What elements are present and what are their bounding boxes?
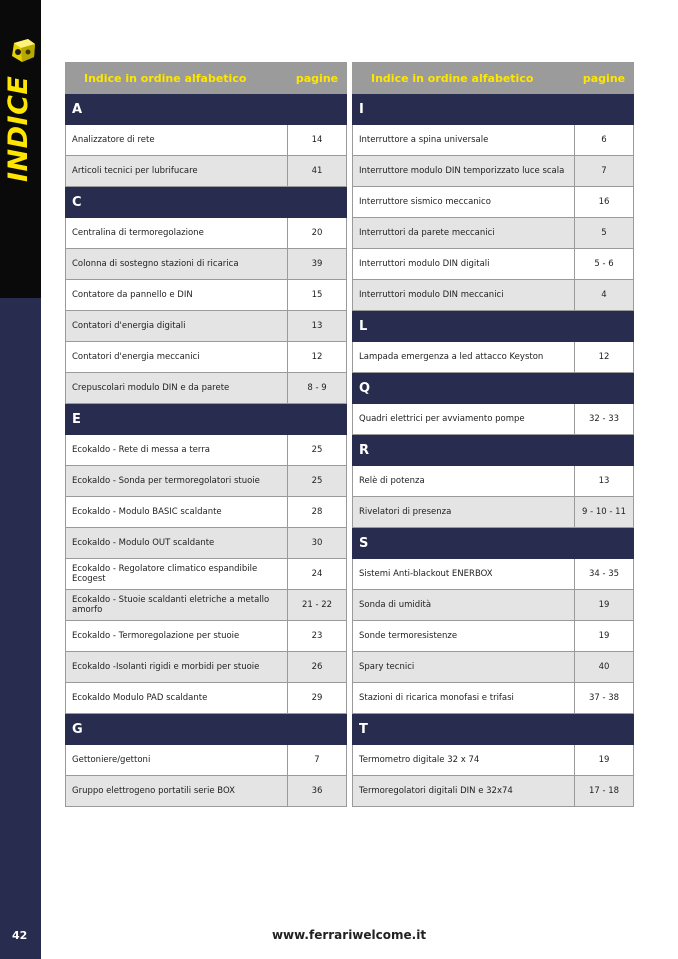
header-pages-label: pagine bbox=[575, 63, 634, 94]
index-entry-row bbox=[353, 280, 634, 311]
entry-name: Crepuscolari modulo DIN e da parete bbox=[66, 373, 288, 404]
entry-name: Ecokaldo - Modulo BASIC scaldante bbox=[66, 497, 288, 528]
entry-name: Spary tecnici bbox=[353, 652, 575, 683]
sidebar-title: INDICE bbox=[3, 75, 34, 182]
index-table-left bbox=[65, 62, 347, 807]
index-entry-row bbox=[66, 311, 347, 342]
entry-name: Lampada emergenza a led attacco Keyston bbox=[353, 342, 575, 373]
section-letter: R bbox=[353, 435, 634, 466]
entry-pages: 9 - 10 - 11 bbox=[575, 497, 634, 528]
index-entry-row bbox=[66, 280, 347, 311]
entry-name: Analizzatore di rete bbox=[66, 125, 288, 156]
entry-pages: 25 bbox=[288, 466, 347, 497]
entry-pages: 23 bbox=[288, 621, 347, 652]
entry-name: Ecokaldo Modulo PAD scaldante bbox=[66, 683, 288, 714]
entry-pages: 19 bbox=[575, 621, 634, 652]
entry-pages: 15 bbox=[288, 280, 347, 311]
section-letter: S bbox=[353, 528, 634, 559]
entry-name: Ecokaldo -Isolanti rigidi e morbidi per stuoie bbox=[66, 652, 288, 683]
index-entry-row bbox=[66, 528, 347, 559]
section-letter: I bbox=[353, 94, 634, 125]
index-entry-row bbox=[353, 621, 634, 652]
index-entry-row bbox=[353, 404, 634, 435]
brand-logo-icon bbox=[8, 35, 38, 65]
index-entry-row bbox=[353, 218, 634, 249]
entry-pages: 7 bbox=[575, 156, 634, 187]
index-entry-row bbox=[353, 497, 634, 528]
entry-name: Termometro digitale 32 x 74 bbox=[353, 745, 575, 776]
index-entry-row bbox=[66, 125, 347, 156]
entry-pages: 28 bbox=[288, 497, 347, 528]
index-table-right bbox=[352, 62, 634, 807]
footer-url[interactable]: www.ferrariwelcome.it bbox=[271, 928, 427, 942]
entry-name: Colonna di sostegno stazioni di ricarica bbox=[66, 249, 288, 280]
entry-name: Termoregolatori digitali DIN e 32x74 bbox=[353, 776, 575, 807]
index-entry-row bbox=[66, 652, 347, 683]
entry-pages: 24 bbox=[288, 559, 347, 590]
entry-pages: 39 bbox=[288, 249, 347, 280]
index-entry-row bbox=[353, 745, 634, 776]
entry-name: Interruttore modulo DIN temporizzato luce scala bbox=[353, 156, 575, 187]
entry-name: Centralina di termoregolazione bbox=[66, 218, 288, 249]
entry-name: Interruttori da parete meccanici bbox=[353, 218, 575, 249]
entry-name: Interruttore a spina universale bbox=[353, 125, 575, 156]
section-letter-row bbox=[353, 94, 634, 125]
entry-name: Contatori d'energia meccanici bbox=[66, 342, 288, 373]
table-header-row bbox=[353, 63, 634, 94]
entry-name: Interruttori modulo DIN digitali bbox=[353, 249, 575, 280]
entry-name: Gruppo elettrogeno portatili serie BOX bbox=[66, 776, 288, 807]
index-entry-row bbox=[353, 187, 634, 218]
page-number: 42 bbox=[12, 929, 28, 942]
index-entry-row bbox=[353, 342, 634, 373]
index-entry-row bbox=[353, 125, 634, 156]
entry-name: Sonda di umidità bbox=[353, 590, 575, 621]
entry-pages: 32 - 33 bbox=[575, 404, 634, 435]
table-header-row bbox=[66, 63, 347, 94]
index-entry-row bbox=[66, 249, 347, 280]
section-letter: C bbox=[66, 187, 347, 218]
entry-name: Contatori d'energia digitali bbox=[66, 311, 288, 342]
index-entry-row bbox=[66, 156, 347, 187]
entry-pages: 41 bbox=[288, 156, 347, 187]
entry-pages: 5 bbox=[575, 218, 634, 249]
entry-name: Ecokaldo - Stuoie scaldanti eletriche a metallo amorfo bbox=[66, 590, 288, 621]
entry-pages: 12 bbox=[288, 342, 347, 373]
entry-name: Ecokaldo - Sonda per termoregolatori stuoie bbox=[66, 466, 288, 497]
index-entry-row bbox=[353, 156, 634, 187]
index-entry-row bbox=[66, 435, 347, 466]
entry-name: Ecokaldo - Regolatore climatico espandibile Ecogest bbox=[66, 559, 288, 590]
sidebar-bottom bbox=[0, 298, 41, 959]
section-letter: A bbox=[66, 94, 347, 125]
entry-pages: 14 bbox=[288, 125, 347, 156]
header-pages-label: pagine bbox=[288, 63, 347, 94]
entry-name: Ecokaldo - Rete di messa a terra bbox=[66, 435, 288, 466]
entry-pages: 13 bbox=[288, 311, 347, 342]
entry-pages: 29 bbox=[288, 683, 347, 714]
entry-pages: 7 bbox=[288, 745, 347, 776]
entry-name: Gettoniere/gettoni bbox=[66, 745, 288, 776]
entry-pages: 12 bbox=[575, 342, 634, 373]
entry-name: Relè di potenza bbox=[353, 466, 575, 497]
index-entry-row bbox=[66, 497, 347, 528]
entry-name: Articoli tecnici per lubrifucare bbox=[66, 156, 288, 187]
index-entry-row bbox=[66, 745, 347, 776]
entry-pages: 20 bbox=[288, 218, 347, 249]
entry-pages: 30 bbox=[288, 528, 347, 559]
index-entry-row bbox=[66, 776, 347, 807]
header-index-label: Indice in ordine alfabetico bbox=[353, 63, 575, 94]
entry-name: Interruttore sismico meccanico bbox=[353, 187, 575, 218]
entry-pages: 16 bbox=[575, 187, 634, 218]
entry-pages: 6 bbox=[575, 125, 634, 156]
entry-pages: 4 bbox=[575, 280, 634, 311]
index-entry-row bbox=[353, 652, 634, 683]
index-entry-row bbox=[353, 559, 634, 590]
entry-pages: 25 bbox=[288, 435, 347, 466]
entry-pages: 19 bbox=[575, 745, 634, 776]
index-entry-row bbox=[66, 218, 347, 249]
index-entry-row bbox=[66, 559, 347, 590]
header-index-label: Indice in ordine alfabetico bbox=[66, 63, 288, 94]
index-entry-row bbox=[353, 466, 634, 497]
index-entry-row bbox=[353, 776, 634, 807]
section-letter-row bbox=[353, 435, 634, 466]
entry-pages: 34 - 35 bbox=[575, 559, 634, 590]
section-letter-row bbox=[353, 373, 634, 404]
entry-name: Contatore da pannello e DIN bbox=[66, 280, 288, 311]
section-letter-row bbox=[66, 714, 347, 745]
section-letter-row bbox=[66, 404, 347, 435]
entry-pages: 19 bbox=[575, 590, 634, 621]
index-entry-row bbox=[353, 683, 634, 714]
section-letter: E bbox=[66, 404, 347, 435]
section-letter: L bbox=[353, 311, 634, 342]
index-entry-row bbox=[66, 373, 347, 404]
entry-name: Rivelatori di presenza bbox=[353, 497, 575, 528]
entry-pages: 13 bbox=[575, 466, 634, 497]
index-entry-row bbox=[353, 249, 634, 280]
index-entry-row bbox=[66, 466, 347, 497]
entry-pages: 36 bbox=[288, 776, 347, 807]
entry-name: Sistemi Anti-blackout ENERBOX bbox=[353, 559, 575, 590]
entry-pages: 17 - 18 bbox=[575, 776, 634, 807]
section-letter-row bbox=[353, 528, 634, 559]
entry-pages: 21 - 22 bbox=[288, 590, 347, 621]
entry-name: Interruttori modulo DIN meccanici bbox=[353, 280, 575, 311]
entry-pages: 26 bbox=[288, 652, 347, 683]
section-letter: T bbox=[353, 714, 634, 745]
entry-pages: 37 - 38 bbox=[575, 683, 634, 714]
entry-name: Sonde termoresistenze bbox=[353, 621, 575, 652]
index-entry-row bbox=[66, 683, 347, 714]
index-entry-row bbox=[66, 621, 347, 652]
section-letter-row bbox=[353, 714, 634, 745]
section-letter-row bbox=[66, 187, 347, 218]
section-letter: Q bbox=[353, 373, 634, 404]
entry-name: Quadri elettrici per avviamento pompe bbox=[353, 404, 575, 435]
index-entry-row bbox=[353, 590, 634, 621]
section-letter-row bbox=[353, 311, 634, 342]
entry-name: Ecokaldo - Modulo OUT scaldante bbox=[66, 528, 288, 559]
section-letter-row bbox=[66, 94, 347, 125]
index-entry-row bbox=[66, 342, 347, 373]
entry-pages: 8 - 9 bbox=[288, 373, 347, 404]
entry-pages: 40 bbox=[575, 652, 634, 683]
section-letter: G bbox=[66, 714, 347, 745]
entry-pages: 5 - 6 bbox=[575, 249, 634, 280]
entry-name: Stazioni di ricarica monofasi e trifasi bbox=[353, 683, 575, 714]
index-entry-row bbox=[66, 590, 347, 621]
entry-name: Ecokaldo - Termoregolazione per stuoie bbox=[66, 621, 288, 652]
